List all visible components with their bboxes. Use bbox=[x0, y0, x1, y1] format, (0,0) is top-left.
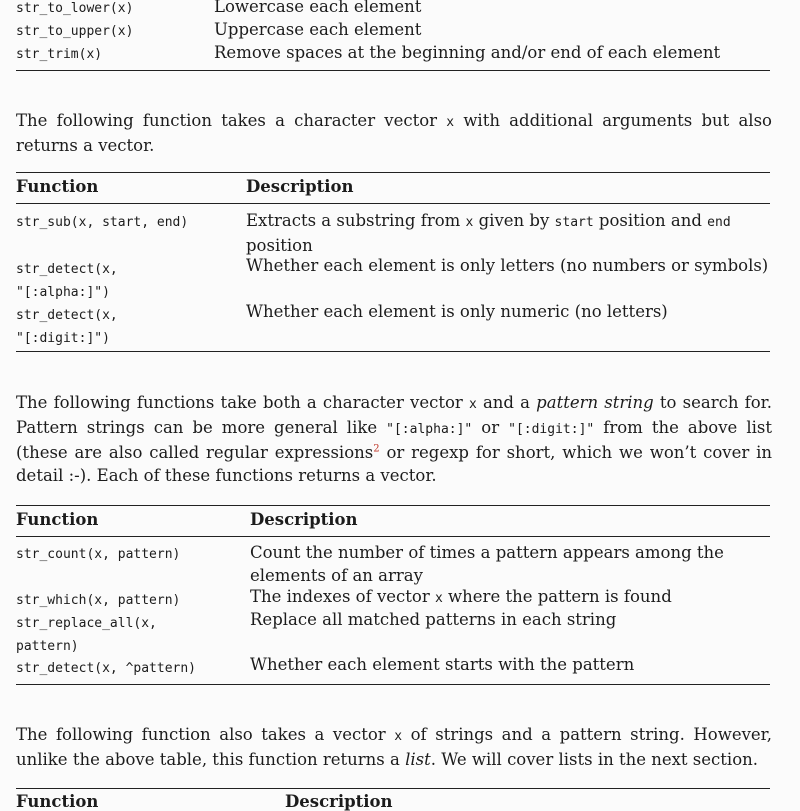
table4-header-function: Function bbox=[16, 792, 99, 811]
para3-text-3: . We will cover lists in the next section. bbox=[430, 750, 758, 769]
table1-row-2-function: str_to_upper(x) bbox=[16, 24, 134, 39]
t2r1-code-end: end bbox=[707, 215, 731, 230]
t2r2-code-line1: str_detect(x, bbox=[16, 262, 118, 277]
t2r1-code-start: start bbox=[554, 215, 594, 230]
t2r3-code-line1: str_detect(x, bbox=[16, 308, 118, 323]
table3-row-2-function: str_which(x, pattern) bbox=[16, 593, 181, 608]
table1-row-3-function: str_trim(x) bbox=[16, 47, 103, 62]
para1-text: The following function takes a character vector bbox=[16, 111, 447, 130]
para2-text-1: The following functions take both a character vector bbox=[16, 393, 469, 412]
table1-row-1-description: Lowercase each element bbox=[214, 0, 422, 16]
table4-header-description: Description bbox=[285, 792, 393, 811]
table1-row-1-function: str_to_lower(x) bbox=[16, 1, 134, 16]
t2r1-text-mid2: position and bbox=[593, 211, 708, 230]
para1-code: x bbox=[446, 115, 455, 130]
table2-header-rule bbox=[16, 203, 770, 204]
t3r2-text-end: where the pattern is found bbox=[442, 587, 672, 606]
table4-top-rule bbox=[16, 788, 770, 789]
para2-text-3: to search for. Pattern strings can be more general like bbox=[16, 393, 772, 437]
table3-row-3-function bbox=[16, 612, 157, 658]
table2-row-3-description: Whether each element is only numeric (no letters) bbox=[246, 302, 668, 321]
t2r1-code-x: x bbox=[465, 215, 474, 230]
table2-row-2-function bbox=[16, 258, 118, 304]
table3-header-rule bbox=[16, 536, 770, 537]
para2-text-5: from the above list (these are also called regular expressions bbox=[16, 418, 772, 462]
table2-row-1-function: str_sub(x, start, end) bbox=[16, 215, 189, 230]
table3-row-1-description bbox=[250, 541, 772, 587]
t3r2-text: The indexes of vector bbox=[250, 587, 435, 606]
table3-row-1-function: str_count(x, pattern) bbox=[16, 547, 181, 562]
para3-text-1: The following function also takes a vector bbox=[16, 725, 395, 744]
t2r2-code-line2: "[:alpha:]") bbox=[16, 285, 110, 300]
t2r1-text: Extracts a substring from bbox=[246, 211, 466, 230]
t2r1-text-line2: position bbox=[246, 236, 313, 255]
table2-row-3-function bbox=[16, 304, 118, 350]
para3-code-x: x bbox=[394, 729, 403, 744]
t3r2-code-x: x bbox=[434, 591, 443, 606]
t3r3-code-line1: str_replace_all(x, bbox=[16, 616, 157, 631]
t3r3-code-line2: pattern) bbox=[16, 639, 79, 654]
t2r1-text-mid: given by bbox=[473, 211, 555, 230]
para2-code-digit: "[:digit:]" bbox=[508, 422, 595, 437]
table3-header-description: Description bbox=[250, 510, 358, 529]
para1-text-end: with additional arguments but also returns a vector. bbox=[16, 111, 772, 155]
para3-emphasis: list bbox=[405, 750, 431, 769]
table3-row-4-description: Whether each element starts with the pattern bbox=[250, 655, 635, 674]
table3-bottom-rule bbox=[16, 684, 770, 685]
table3-row-2-description bbox=[250, 587, 672, 606]
table3-header-function: Function bbox=[16, 510, 99, 529]
table3-top-rule bbox=[16, 505, 770, 506]
footnote-marker[interactable]: 2 bbox=[373, 443, 380, 455]
table2-header-description: Description bbox=[246, 177, 354, 196]
t3r1-text-line1: Count the number of times a pattern appears among the bbox=[250, 543, 724, 562]
para2-text-2: and a bbox=[476, 393, 537, 412]
table1-row-2-description: Uppercase each element bbox=[214, 20, 422, 39]
para2-text-4: or bbox=[472, 418, 509, 437]
table1-bottom-rule bbox=[16, 70, 770, 71]
para2-code-alpha: "[:alpha:]" bbox=[386, 422, 473, 437]
table3-row-3-description: Replace all matched patterns in each string bbox=[250, 610, 617, 629]
table2-bottom-rule bbox=[16, 351, 770, 352]
paragraph-2 bbox=[16, 391, 772, 487]
table2-row-1-description bbox=[246, 209, 772, 257]
paragraph-3 bbox=[16, 723, 772, 771]
paragraph-1 bbox=[16, 109, 772, 157]
table3-row-4-function: str_detect(x, ^pattern) bbox=[16, 661, 197, 676]
table1-row-3-description: Remove spaces at the beginning and/or end of each element bbox=[214, 43, 721, 62]
para3-text-2: of strings and a pattern string. However, unlike the above table, this function returns a bbox=[16, 725, 772, 769]
table2-top-rule bbox=[16, 172, 770, 173]
table2-row-2-description: Whether each element is only letters (no numbers or symbols) bbox=[246, 256, 769, 275]
para2-code-x: x bbox=[468, 397, 477, 412]
t2r3-code-line2: "[:digit:]") bbox=[16, 331, 110, 346]
para2-text-6: or regexp for short, which we won’t cover in detail :-). Each of these functions returns a vector. bbox=[16, 443, 772, 485]
t3r1-text-line2: elements of an array bbox=[250, 566, 423, 585]
para2-emphasis: pattern string bbox=[536, 393, 654, 412]
table2-header-function: Function bbox=[16, 177, 99, 196]
